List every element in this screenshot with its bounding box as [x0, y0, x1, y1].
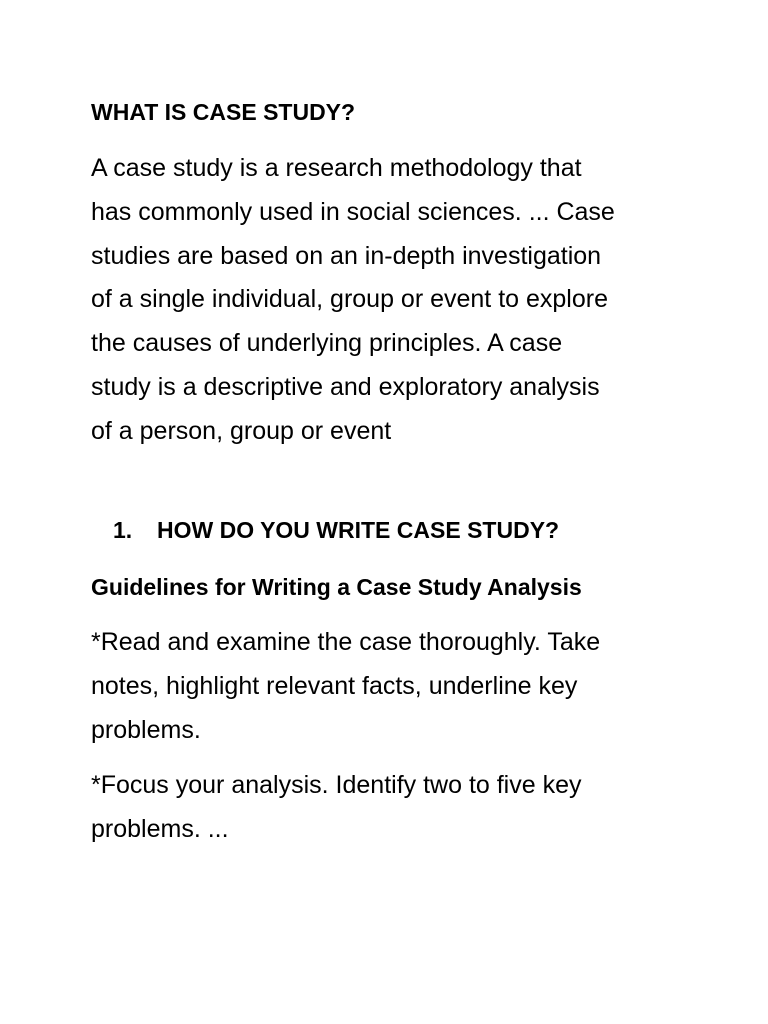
point-line: notes, highlight relevant facts, underline key	[91, 671, 578, 700]
point-line: *Read and examine the case thoroughly. Take	[91, 628, 601, 656]
section-title: HOW DO YOU WRITE CASE STUDY?	[157, 517, 560, 543]
point-line: *Focus your analysis. Identify two to five key	[91, 771, 582, 799]
guidelines-heading: Guidelines for Writing a Case Study Analysis	[91, 574, 582, 600]
intro-line: has commonly used in social sciences. ... Case	[91, 197, 615, 226]
section-heading	[113, 515, 559, 545]
intro-line: studies are based on an in-depth investigation	[91, 241, 602, 270]
intro-line: study is a descriptive and exploratory analysis	[91, 372, 600, 401]
point-line: problems.	[91, 715, 201, 744]
intro-line: A case study is a research methodology that	[91, 154, 582, 182]
point-line: problems. ...	[91, 814, 229, 843]
intro-line: of a single individual, group or event to explore	[91, 285, 608, 314]
page-title: WHAT IS CASE STUDY?	[91, 99, 356, 125]
guideline-point-read	[91, 621, 681, 752]
section-number: 1.	[113, 517, 133, 543]
intro-line: the causes of underlying principles. A case	[91, 329, 563, 358]
intro-paragraph	[91, 147, 681, 454]
guideline-point-focus	[91, 764, 681, 852]
intro-line: of a person, group or event	[91, 416, 392, 445]
